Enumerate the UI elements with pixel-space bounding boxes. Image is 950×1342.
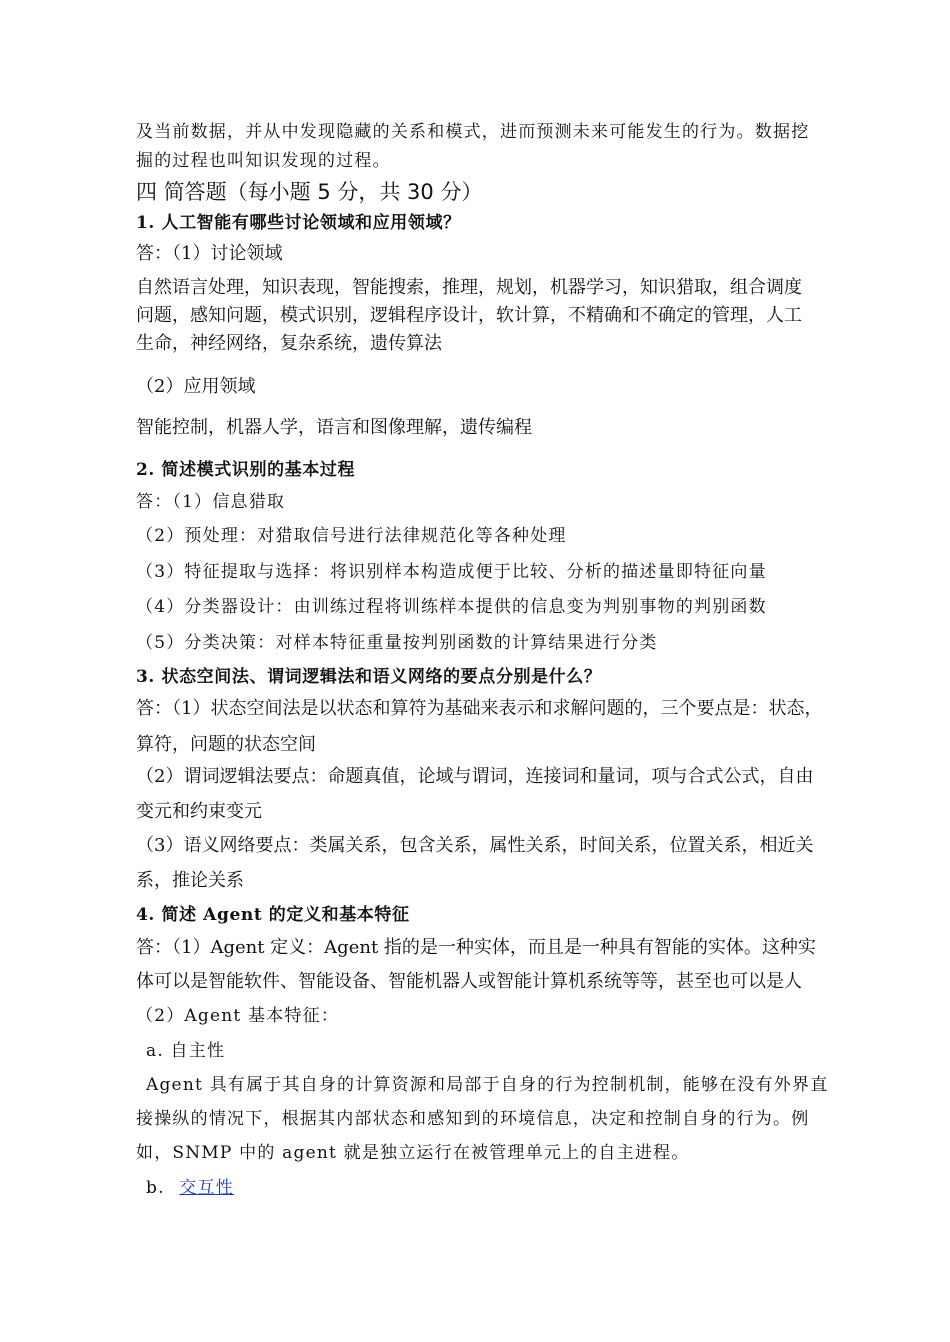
intro-line-1: 及当前数据，并从中发现隐藏的关系和模式，进而预测未来可能发生的行为。数据挖 xyxy=(136,122,810,142)
q4-feature-a-line-3: 如，SNMP 中的 agent 就是独立运行在被管理单元上的自主进程。 xyxy=(136,1143,690,1163)
q3-answer-2-line-2: 变元和约束变元 xyxy=(136,801,262,822)
q4-feature-b-link[interactable]: 交互性 xyxy=(179,1178,234,1198)
question-4: 4. 简述 Agent 的定义和基本特征 xyxy=(136,905,410,925)
q2-step-3: （3）特征提取与选择：将识别样本构造成便于比较、分析的描述量即特征向量 xyxy=(136,562,767,582)
q3-answer-3-line-2: 系，推论关系 xyxy=(136,870,244,891)
q2-step-5: （5）分类决策：对样本特征重量按判别函数的计算结果进行分类 xyxy=(136,633,658,653)
q2-step-1: 答：（1）信息猎取 xyxy=(136,492,286,512)
question-3: 3. 状态空间法、谓词逻辑法和语义网络的要点分别是什么？ xyxy=(136,667,602,687)
question-2: 2. 简述模式识别的基本过程 xyxy=(136,460,356,480)
q1-answer-1-line-1: 自然语言处理，知识表现，智能搜索，推理，规划，机器学习，知识猎取，组合调度 xyxy=(136,277,802,298)
q4-feature-b-prefix: b. xyxy=(146,1178,165,1198)
q1-answer-1-heading: 答：（1）讨论领域 xyxy=(136,243,283,264)
q3-answer-1-line-2: 算符，问题的状态空间 xyxy=(136,734,316,755)
q4-answer-2-heading: （2）Agent 基本特征： xyxy=(136,1006,340,1026)
q1-answer-2-line-1: 智能控制，机器人学，语言和图像理解，遗传编程 xyxy=(136,417,532,438)
section-title: 四 简答题（每小题 5 分，共 30 分） xyxy=(136,180,483,204)
q4-feature-a-heading: a. 自主性 xyxy=(146,1041,226,1061)
question-1: 1. 人工智能有哪些讨论领域和应用领域？ xyxy=(136,213,461,233)
q4-answer-1-line-1: 答：（1）Agent 定义：Agent 指的是一种实体，而且是一种具有智能的实体。这种实 xyxy=(136,937,816,958)
q3-answer-1-line-1: 答：（1）状态空间法是以状态和算符为基础来表示和求解问题的，三个要点是：状态， xyxy=(136,698,823,719)
q3-answer-3-line-1: （3）语义网络要点：类属关系，包含关系，属性关系，时间关系，位置关系，相近关 xyxy=(136,835,814,856)
q4-feature-b-heading xyxy=(146,1176,234,1200)
q1-answer-1-line-2: 问题，感知问题，模式识别，逻辑程序设计，软计算，不精确和不确定的管理，人工 xyxy=(136,305,802,326)
intro-line-2: 掘的过程也叫知识发现的过程。 xyxy=(136,151,391,171)
q1-answer-1-line-3: 生命，神经网络，复杂系统，遗传算法 xyxy=(136,333,442,354)
q3-answer-2-line-1: （2）谓词逻辑法要点：命题真值，论域与谓词，连接词和量词，项与合式公式，自由 xyxy=(136,766,814,787)
q2-step-4: （4）分类器设计：由训练过程将训练样本提供的信息变为判别事物的判别函数 xyxy=(136,597,767,617)
q4-feature-a-line-2: 接操纵的情况下，根据其内部状态和感知到的环境信息，决定和控制自身的行为。例 xyxy=(136,1109,810,1129)
q1-answer-2-heading: （2）应用领域 xyxy=(136,376,256,397)
q4-feature-a-line-1: Agent 具有属于其自身的计算资源和局部于自身的行为控制机制，能够在没有外界直 xyxy=(146,1075,829,1095)
q2-step-2: （2）预处理：对猎取信号进行法律规范化等各种处理 xyxy=(136,526,567,546)
q4-answer-1-line-2: 体可以是智能软件、智能设备、智能机器人或智能计算机系统等等，甚至也可以是人 xyxy=(136,971,802,992)
